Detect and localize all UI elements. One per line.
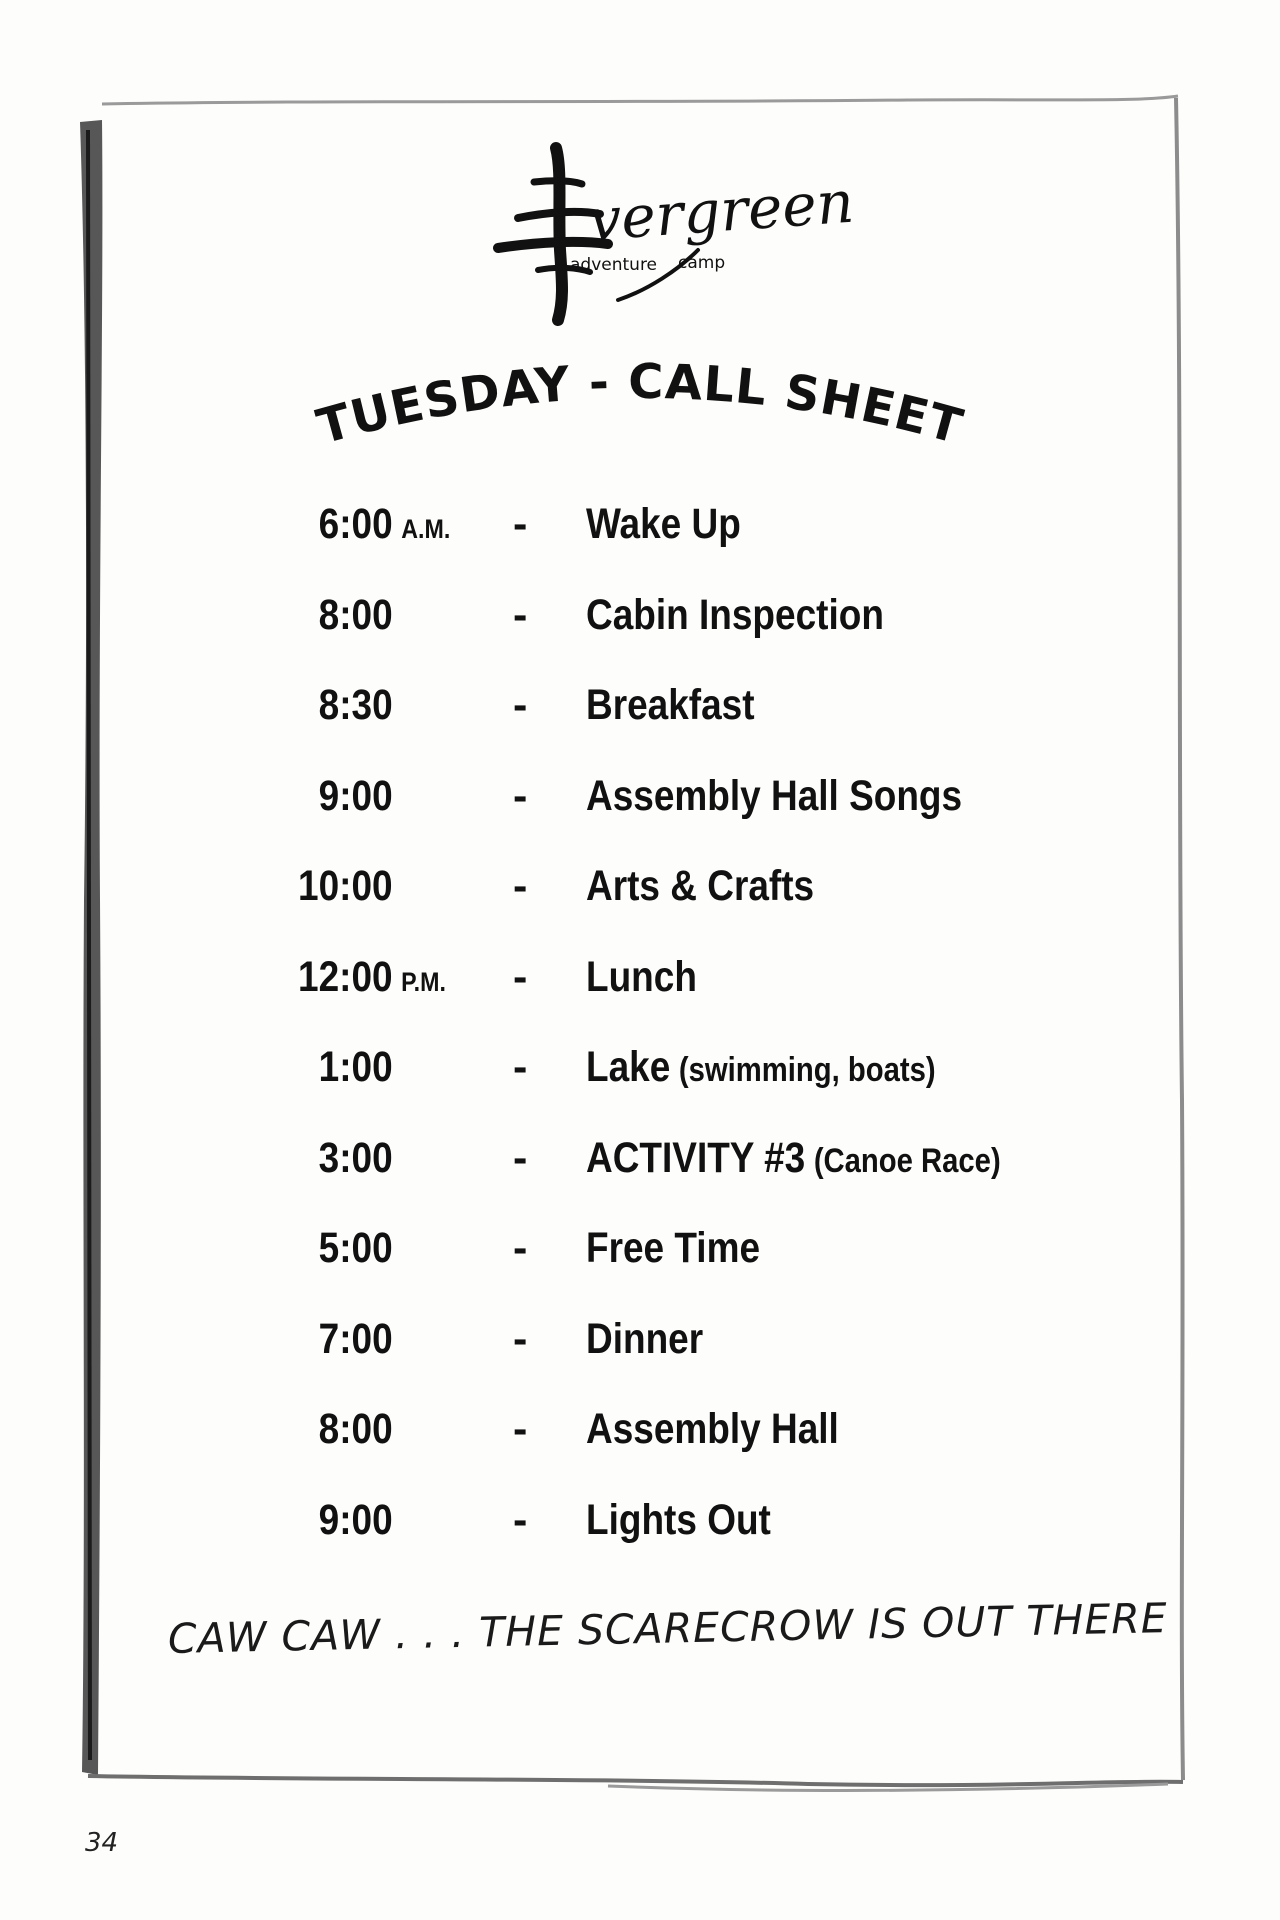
time-cell: 8:00 [318,590,393,639]
activity-cell: Lights Out [586,1495,771,1544]
separator-dash: - [513,1043,528,1091]
separator-dash: - [513,1495,528,1544]
time-cell: 6:00 A.M. [318,500,451,548]
activity-cell: Lake (swimming, boats) [586,1043,936,1091]
schedule-list [298,500,1118,1586]
activity-cell: Arts & Crafts [586,862,815,910]
page-number: 34 [85,1828,119,1858]
separator-dash: - [513,1314,528,1363]
logo-sub-right: camp [678,253,726,273]
activity-cell: Wake Up [586,500,741,548]
time-cell: 3:00 [318,1133,393,1182]
activity-cell: Dinner [586,1314,704,1363]
schedule-row [298,862,1118,953]
schedule-row [298,772,1118,863]
schedule-row [298,500,1118,591]
schedule-row [298,591,1118,682]
svg-text:TUESDAY - CALL SHEET [311,355,969,456]
activity-cell: Free Time [586,1224,761,1272]
schedule-row [298,1134,1118,1225]
call-sheet-title [290,355,990,465]
separator-dash: - [513,1133,528,1182]
separator-dash: - [513,500,528,548]
time-cell: 5:00 [318,1224,393,1272]
time-cell: 8:00 [318,1405,393,1453]
separator-dash: - [513,590,528,639]
schedule-row [298,1224,1118,1315]
schedule-row [298,1315,1118,1406]
schedule-row [298,681,1118,772]
title-text: TUESDAY - CALL SHEET [311,355,969,456]
time-cell: 9:00 [318,771,393,820]
handwritten-tagline: CAW CAW . . . THE SCARECROW IS OUT THERE [167,1594,1169,1663]
time-cell: 10:00 [298,862,393,910]
activity-cell: Lunch [586,952,697,1001]
time-cell: 12:00 P.M. [298,952,446,1001]
separator-dash: - [513,1224,528,1272]
activity-cell: Assembly Hall [586,1405,839,1453]
activity-cell: Cabin Inspection [586,590,884,639]
schedule-row [298,953,1118,1044]
activity-cell: Breakfast [586,681,755,729]
activity-cell: Assembly Hall Songs [586,771,963,820]
logo-sub-left: adventure [570,255,658,275]
time-cell: 1:00 [318,1043,393,1091]
schedule-row [298,1043,1118,1134]
schedule-row [298,1405,1118,1496]
separator-dash: - [513,1405,528,1453]
logo-name: vergreen [586,167,857,254]
time-cell: 9:00 [318,1495,393,1544]
schedule-row [298,1496,1118,1587]
separator-dash: - [513,952,528,1001]
time-cell: 8:30 [318,681,393,729]
time-cell: 7:00 [318,1314,393,1363]
separator-dash: - [513,862,528,910]
separator-dash: - [513,681,528,729]
evergreen-camp-logo [478,140,857,330]
separator-dash: - [513,771,528,820]
activity-cell: ACTIVITY #3 (Canoe Race) [586,1133,1001,1182]
